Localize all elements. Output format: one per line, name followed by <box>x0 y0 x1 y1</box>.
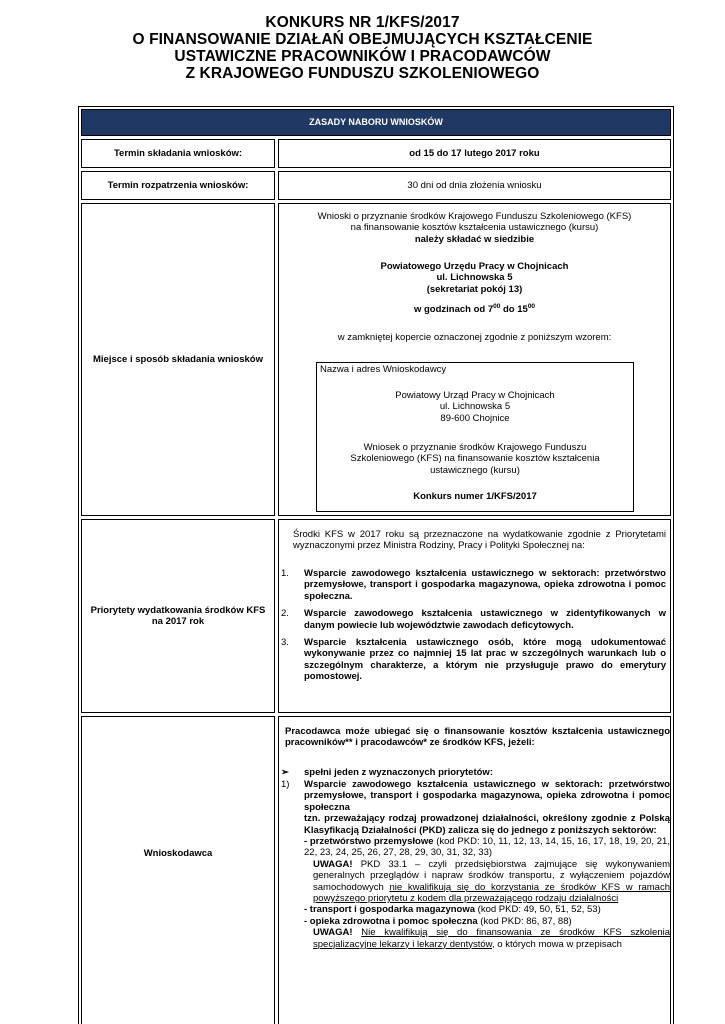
priority-item-2 <box>281 608 666 631</box>
hours-text: do 15 <box>500 304 528 315</box>
label-text: Termin składania wniosków: <box>113 147 243 159</box>
miejsce-intro <box>279 211 670 245</box>
item-number: 3. <box>281 637 289 649</box>
value-wnioskodawca <box>278 716 671 1024</box>
wnioskodawca-item-1 <box>281 779 670 950</box>
contest-number: Konkurs numer 1/KFS/2017 <box>413 491 537 502</box>
sector-2 <box>281 904 670 915</box>
item-text: Wsparcie zawodowego kształcenia ustawicznego w sektorach: przetwórstwo przemysłowe, transport i gospodarka magazynowa, opieka zdrowotna i pomoc społeczna. <box>304 568 666 602</box>
office-line: ul. Lichnowska 5 <box>436 272 513 284</box>
uwaga-label: UWAGA! <box>313 858 353 870</box>
priority-item-3 <box>281 637 666 683</box>
intro-line: należy składać w siedzibie <box>414 233 535 245</box>
item-number: 1. <box>281 568 289 579</box>
item-text: Wsparcie zawodowego kształcenia ustawicznego w sektorach: przetwórstwo przemysłowe, transport i gospodarka magazynowa, opieka zdrowotna i pomoc społeczna <box>304 779 670 813</box>
office-line: (sekretariat pokój 13) <box>426 283 523 295</box>
label-miejsce <box>81 203 275 516</box>
label-termin-rozpatrzenia <box>81 171 275 200</box>
description-line: ustawicznego (kursu) <box>430 464 520 476</box>
description-line: Szkoleniowego (KFS) na finansowanie kosztów kształcenia <box>350 453 600 465</box>
bullet-text: spełni jeden z wyznaczonych priorytetów: <box>304 767 493 778</box>
priority-item-1 <box>281 568 666 602</box>
value-text: od 15 do 17 lutego 2017 roku <box>409 147 540 159</box>
value-priorytety <box>278 519 671 713</box>
sector-3 <box>281 916 670 927</box>
hours-text: w godzinach od 7 <box>413 304 494 315</box>
item-heading <box>281 779 670 813</box>
title-line-3: USTAWICZNE PRACOWNIKÓW I PRACODAWCÓW <box>174 48 551 65</box>
uwaga-underlined: nie kwalifikują się do korzystania ze środków KFS w ramach powyższego priorytetu z kodem dla przeważającego rodzaju działalności <box>313 881 670 905</box>
envelope-note: w zamkniętej kopercie oznaczonej zgodnie z poniższym wzorem: <box>337 332 612 343</box>
uwaga-underlined: Nie kwalifikują się do finansowania ze środków KFS szkolenia specjalizacyjne lekarzy i lekarzy dentystów <box>313 927 671 950</box>
intro-line: Wnioski o przyznanie środków Krajowego Funduszu Szkoleniowego (KFS) <box>317 211 632 222</box>
sector-name: - opieka zdrowotna i pomoc społeczna <box>304 915 478 927</box>
hours-sup: 00 <box>493 302 501 310</box>
recipient-address <box>317 390 633 424</box>
uwaga-text: , o których mowa w przepisach <box>492 938 622 950</box>
label-text: Priorytety wydatkowania środków KFS na 2017 rok <box>90 604 266 627</box>
priority-bullet <box>281 767 666 778</box>
item-number: 1) <box>281 779 290 790</box>
sector-codes: (kod PKD: 49, 50, 51, 52, 53) <box>475 904 601 916</box>
label-wnioskodawca <box>81 716 275 1024</box>
hours-sup: 00 <box>527 302 536 310</box>
application-description <box>317 442 633 476</box>
label-priorytety <box>81 519 275 713</box>
document-title <box>0 14 725 82</box>
uwaga-label: UWAGA! <box>313 927 353 939</box>
label-text: Termin rozpatrzenia wniosków: <box>107 179 249 191</box>
office-address <box>279 261 670 295</box>
item-text: Wsparcie zawodowego kształcenia ustawicznego w zidentyfikowanych w danym powiecie lub województwie zawodach deficytowych. <box>304 608 666 631</box>
value-text: 30 dni od dnia złożenia wniosku <box>407 179 542 191</box>
item-sub: tzn. przeważający rodzaj prowadzonej działalności, określony zgodnie z Polską Klasyfikacją Działalności (PKD) zalicza się do jednego z poniższych sektorów: <box>304 813 670 836</box>
label-termin-skladania <box>81 139 275 168</box>
wnioskodawca-intro: Pracodawca może ubiegać się o finansowanie kosztów kształcenia ustawicznego pracowników** i pracodawców* ze środków KFS, jeżeli: <box>285 726 670 749</box>
priorytety-list <box>281 563 666 683</box>
office-line: Powiatowego Urzędu Pracy w Chojnicach <box>380 261 569 272</box>
section-header: ZASADY NABORU WNIOSKÓW <box>81 109 671 136</box>
item-number: 2. <box>281 608 289 620</box>
arrow-bullet-icon: ➢ <box>281 767 289 778</box>
sector-1 <box>281 836 670 859</box>
sector-codes: (kod PKD: 10, 11, 12, 13, 14, 15, 16, 17, 18, 19, 20, 21, 22, 23, 24, 25, 26, 27, 28, 29, 30, 31, 32, 33) <box>304 836 670 859</box>
sector-name: - przetwórstwo przemysłowe <box>304 836 434 848</box>
address-line: 89-600 Chojnice <box>440 412 510 424</box>
item-text: Wsparcie kształcenia ustawicznego osób, które mogą udokumentować wykonywanie przez co najmniej 15 lat prac w szczególnych warunkach lub o szczególnym charakterze, a którym nie przysługuje prawo do emerytury pomostowej. <box>304 637 666 683</box>
description-line: Wniosek o przyznanie środków Krajowego Funduszu <box>363 442 587 453</box>
sector-name: - transport i gospodarka magazynowa <box>304 904 476 916</box>
uwaga-2 <box>281 927 670 950</box>
value-termin-rozpatrzenia <box>278 171 671 200</box>
title-line-2: O FINANSOWANIE DZIAŁAŃ OBEJMUJĄCYCH KSZTAŁCENIE <box>132 31 593 48</box>
priorytety-intro: Środki KFS w 2017 roku są przeznaczone na wydatkowanie zgodnie z Priorytetami wyznaczonymi przez Ministra Rodziny, Pracy i Polityki Społecznej na: <box>293 529 666 552</box>
uwaga-text: PKD 33.1 – czyli przedsiębiorstwa zajmujące się wykonywaniem generalnych przeglądów i napraw środków transportu, z wyłączeniem pojazdów samochodowych <box>313 858 670 893</box>
value-termin-skladania <box>278 139 671 168</box>
sector-codes: (kod PKD: 86, 87, 88) <box>477 915 572 927</box>
label-text: Wnioskodawca <box>143 847 213 859</box>
intro-line: na finansowanie kosztów kształcenia ustawicznego (kursu) <box>350 222 599 234</box>
title-line-1: KONKURS NR 1/KFS/2017 <box>265 14 460 31</box>
title-line-4: Z KRAJOWEGO FUNDUSZU SZKOLENIOWEGO <box>185 65 540 82</box>
label-text: Miejsce i sposób składania wniosków <box>93 353 263 365</box>
envelope-sample-box <box>316 362 634 512</box>
address-line: Powiatowy Urząd Pracy w Chojnicach <box>395 390 555 401</box>
address-line: ul. Lichnowska 5 <box>439 401 511 413</box>
sender-label: Nazwa i adres Wnioskodawcy <box>320 364 447 375</box>
uwaga-1 <box>281 859 670 905</box>
office-hours <box>279 304 670 315</box>
